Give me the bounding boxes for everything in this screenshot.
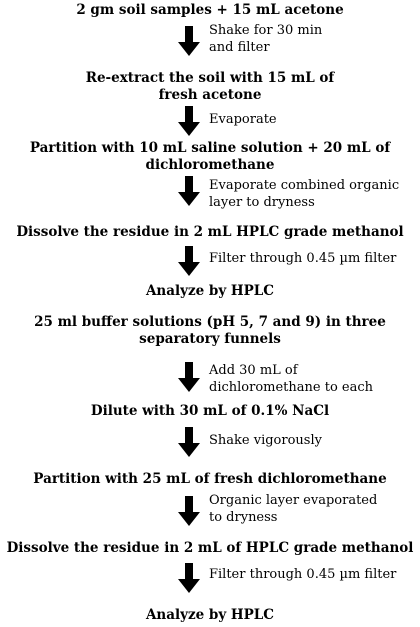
flow-step-text: Re-extract the soil with 15 mL of [85,70,335,86]
flow-step-10 [0,607,420,624]
arrow-note-text: Add 30 mL of [209,363,298,378]
arrow-note-7 [209,492,377,526]
arrow-note-text: dichloromethane to each [209,380,374,395]
arrow-note-6 [209,432,322,449]
flow-step-8 [0,471,420,488]
flow-step-text: Dissolve the residue in 2 mL of HPLC grade methanol [6,540,414,556]
flow-step-9 [0,540,420,557]
flow-step-4 [0,224,420,241]
flow-step-text: separatory funnels [139,331,281,347]
arrow-note-1 [209,22,322,56]
flow-step-7 [0,403,420,420]
arrow-note-text: Evaporate [209,112,277,127]
flow-step-3 [0,140,420,174]
down-arrow-icon [178,246,200,276]
flow-step-2 [0,70,420,104]
arrow-note-4 [209,250,396,267]
arrow-note-2 [209,111,277,128]
arrow-note-text: Filter through 0.45 µm filter [209,567,397,582]
down-arrow-icon [178,26,200,56]
down-arrow-icon [178,563,200,593]
down-arrow-icon [178,427,200,457]
down-arrow-icon [178,176,200,206]
arrow-note-text: and filter [209,40,270,55]
arrow-note-3 [209,177,399,211]
arrow-note-text: to dryness [209,510,278,525]
flow-step-5 [0,283,420,300]
flow-step-6 [0,314,420,348]
flow-step-text: dichloromethane [145,157,275,173]
flow-step-text: 25 ml buffer solutions (pH 5, 7 and 9) in three [34,314,386,330]
flow-step-text: fresh acetone [158,87,262,103]
flow-step-text: Analyze by HPLC [145,283,275,299]
arrow-note-text: Shake for 30 min [209,23,323,38]
arrow-note-text: Filter through 0.45 µm filter [209,251,397,266]
arrow-note-text: Shake vigorously [209,433,322,448]
flow-step-text: Analyze by HPLC [145,607,275,623]
flow-step-text: Partition with 25 mL of fresh dichloromethane [33,471,387,487]
flow-step-1 [0,2,420,19]
arrow-note-text: layer to dryness [209,195,315,210]
flow-step-text: Dilute with 30 mL of 0.1% NaCl [90,403,330,419]
down-arrow-icon [178,106,200,136]
down-arrow-icon [178,496,200,526]
arrow-note-8 [209,566,396,583]
arrow-note-text: Evaporate combined organic [209,178,400,193]
arrow-note-5 [209,362,373,396]
flow-step-text: Dissolve the residue in 2 mL HPLC grade methanol [16,224,404,240]
flow-step-text: 2 gm soil samples + 15 mL acetone [76,2,344,18]
down-arrow-icon [178,362,200,392]
flow-step-text: Partition with 10 mL saline solution + 20 mL of [29,140,391,156]
arrow-note-text: Organic layer evaporated [209,493,378,508]
